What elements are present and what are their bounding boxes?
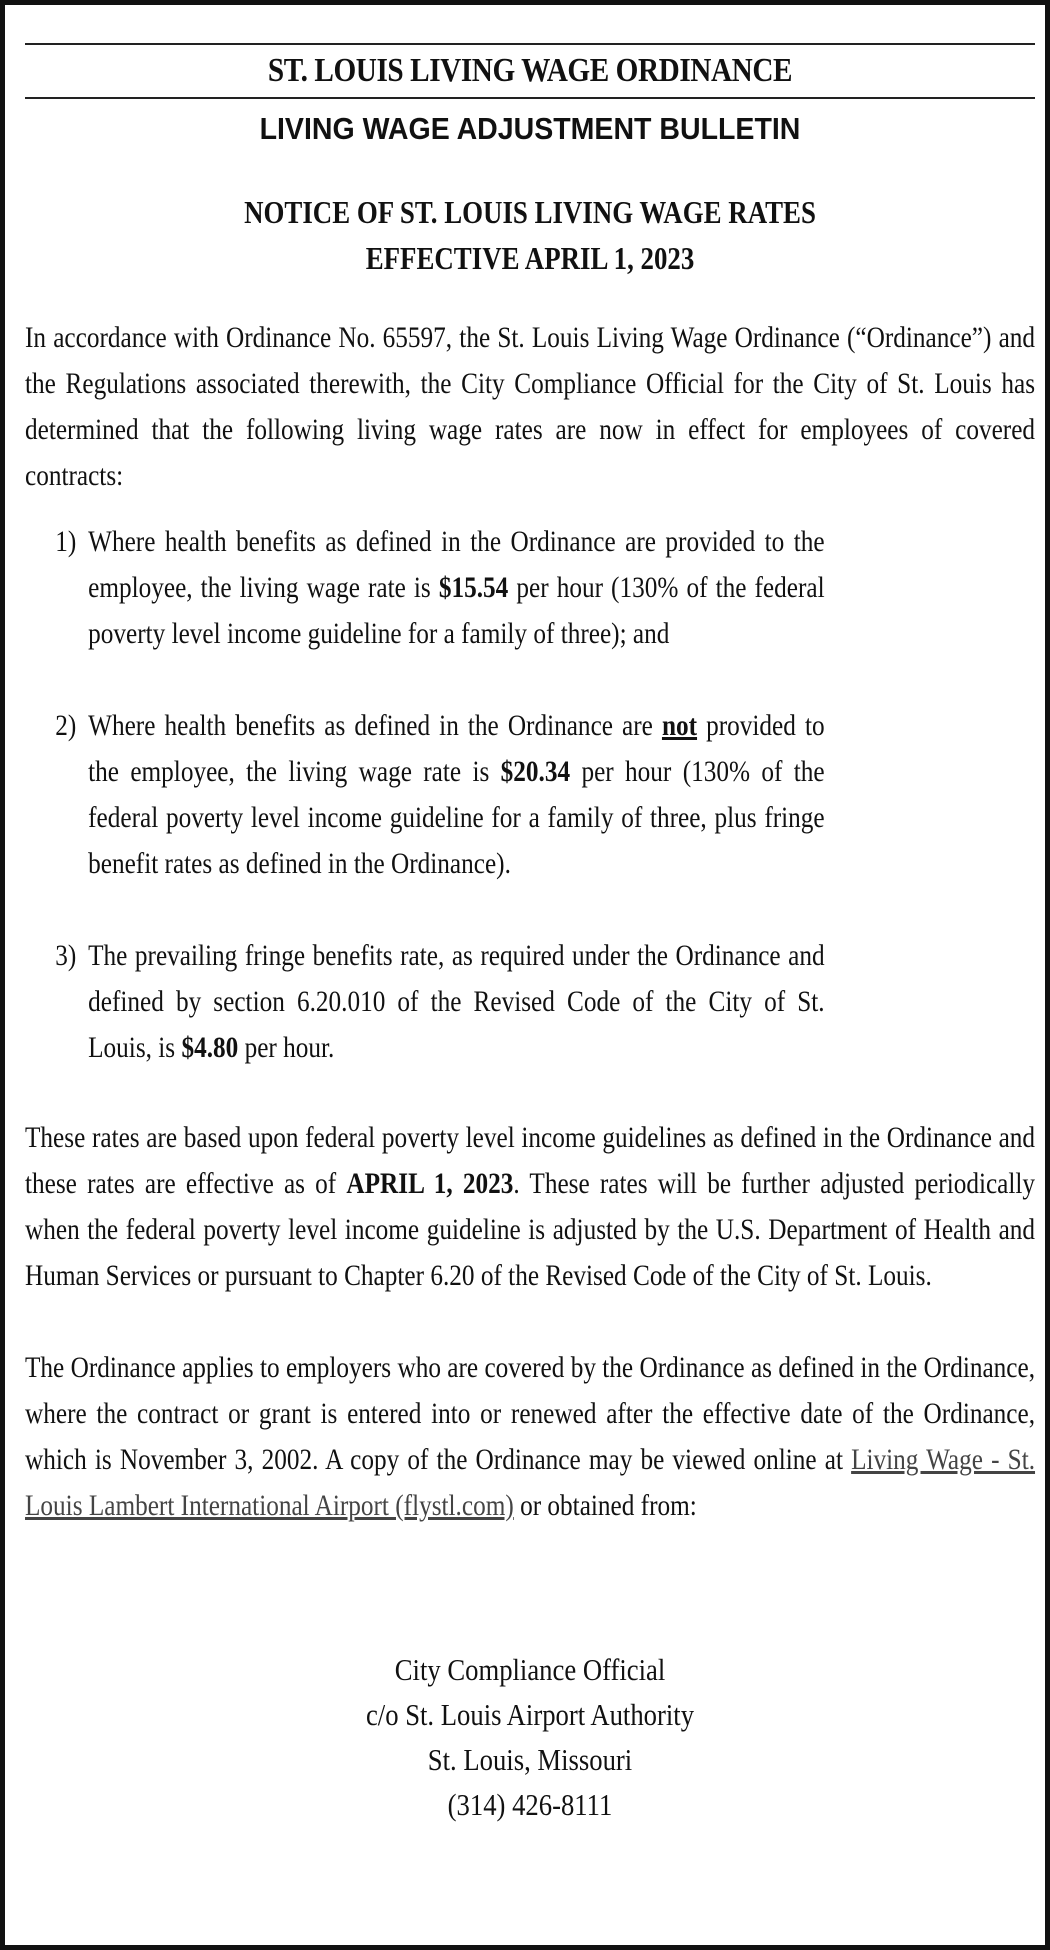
rates-paragraph [25,1115,1035,1299]
item-number: 1) [55,525,77,558]
applies-text: The Ordinance applies to employers who are covered by the Ordinance as defined in the Ordinance, where the contract or grant is entered into or renewed after the effective date of the Ordinance, which is November 3, 2002. A copy of the Ordinance may be viewed online at [25,1351,1036,1476]
item-text: Where health benefits as defined in the Ordinance are [88,709,662,742]
notice-line-2: EFFECTIVE APRIL 1, 2023 [365,240,695,276]
fringe-benefits-rate: $4.80 [181,1031,239,1064]
item-number: 3) [55,939,77,972]
rate-without-health-benefits: $20.34 [500,755,571,788]
rates-text: . These rates will be further adjusted periodically when the federal poverty level income guideline is adjusted by the U.S. Department of Health and Human Services or pursuant to Chapter 6.20 of the Revised Code of the City of St. Louis. [25,1167,1036,1292]
bulletin-content [25,43,1035,1827]
item-text: per hour. [238,1031,335,1064]
rate-item-3 [25,933,1035,1071]
item-text: provided to the employee, the living wage rate is [88,709,825,788]
applies-paragraph [25,1345,1035,1529]
item-number: 2) [55,709,77,742]
rate-with-health-benefits: $15.54 [438,571,509,604]
rates-text: These rates are based upon federal poverty level income guidelines as defined in the Ordinance and these rates are effective as of [25,1121,1036,1200]
rate-item-1 [25,519,1035,657]
ordinance-title: ST. LOUIS LIVING WAGE ORDINANCE [267,52,793,89]
intro-paragraph: In accordance with Ordinance No. 65597, the St. Louis Living Wage Ordinance (“Ordinance”) and the Regulations associated therewith, the City Compliance Official for the City of St. Louis has determined that the following living wage rates are now in effect for employees of covered contracts: [25,321,1036,492]
rate-item-2 [25,703,1035,887]
bulletin-title: LIVING WAGE ADJUSTMENT BULLETIN [259,111,801,146]
notice-heading [106,189,954,281]
item-text: Where health benefits as defined in the Ordinance are provided to the employee, the living wage rate is [88,525,825,604]
item-text: per hour (130% of the federal poverty level income guideline for a family of three); and [88,571,825,650]
notice-line-1: NOTICE OF ST. LOUIS LIVING WAGE RATES [244,194,816,230]
contact-phone: (314) 426-8111 [447,1787,613,1822]
contact-location: St. Louis, Missouri [427,1742,633,1777]
effective-date: APRIL 1, 2023 [346,1167,514,1200]
not-emphasis: not [661,709,698,742]
applies-text: or obtained from: [513,1489,697,1522]
item-text: The prevailing fringe benefits rate, as required under the Ordinance and defined by section 6.20.010 of the Revised Code of the City of St. Louis, is [88,939,825,1064]
ordinance-link[interactable]: Living Wage - St. Louis Lambert International Airport (flystl.com) [25,1443,1036,1522]
contact-office: City Compliance Official [394,1652,666,1687]
rate-list [25,519,1035,1071]
contact-block [96,1647,965,1827]
item-text: per hour (130% of the federal poverty level income guideline for a family of three, plus fringe benefit rates as defined in the Ordinance). [88,755,825,880]
contact-org: c/o St. Louis Airport Authority [365,1697,695,1732]
